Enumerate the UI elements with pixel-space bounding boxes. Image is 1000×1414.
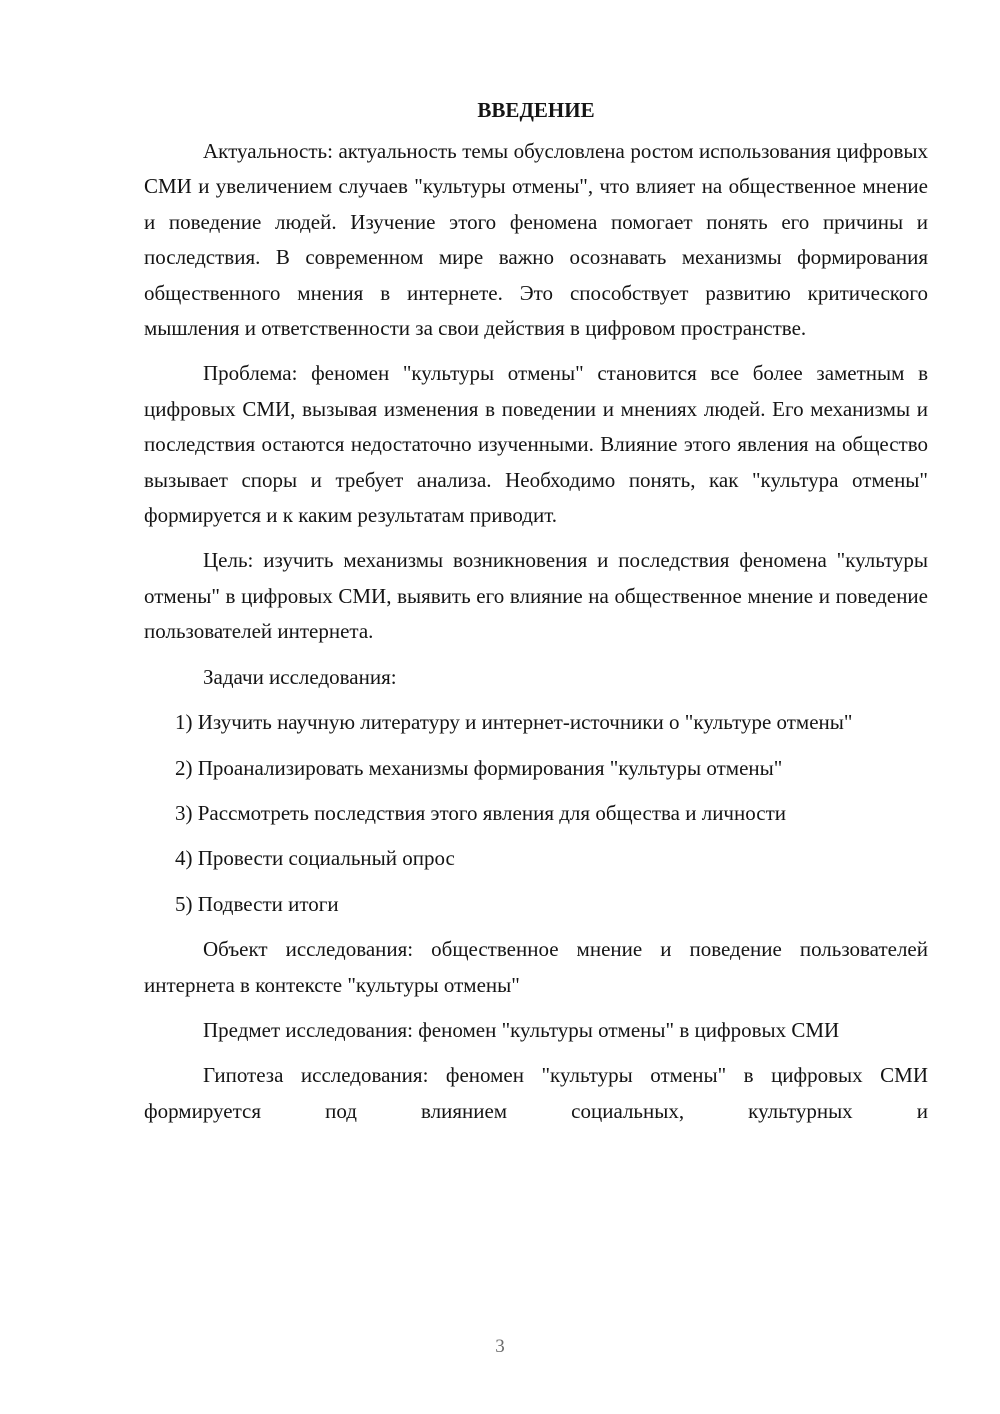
paragraph-hypothesis: Гипотеза исследования: феномен "культуры отмены" в цифровых СМИ формируется под влиянием социальных, культурных и — [144, 1063, 928, 1123]
paragraph-problem: Проблема: феномен "культуры отмены" становится все более заметным в цифровых СМИ, вызывая изменения в поведении и мнениях людей. Его механизмы и последствия остаются недостаточно изученными. Влияние этого явления на общество вызывает споры и требует анализа. Необходимо понять, как "культура отмены" формируется и к каким результатам приводит. — [144, 361, 928, 528]
task-item-3: 3) Рассмотреть последствия этого явления для общества и личности — [175, 800, 786, 825]
paragraph-relevance: Актуальность: актуальность темы обусловлена ростом использования цифровых СМИ и увеличением случаев "культуры отмены", что влияет на общественное мнение и поведение людей. Изучение этого феномена помогает понять его причины и последствия. В современном мире важно осознавать механизмы формирования общественного мнения в интернете. Это способствует развитию критического мышления и ответственности за свои действия в цифровом пространстве. — [144, 139, 928, 341]
task-item-1: 1) Изучить научную литературу и интернет-источники о "культуре отмены" — [175, 710, 853, 735]
section-title: ВВЕДЕНИЕ — [477, 98, 595, 122]
task-item-4: 4) Провести социальный опрос — [175, 846, 455, 871]
paragraph-subject: Предмет исследования: феномен "культуры отмены" в цифровых СМИ — [203, 1017, 840, 1042]
paragraph-goal: Цель: изучить механизмы возникновения и последствия феномена "культуры отмены" в цифровых СМИ, выявить его влияние на общественное мнение и поведение пользователей интернета. — [144, 548, 928, 644]
paragraph-tasks-heading: Задачи исследования: — [203, 664, 397, 689]
page-content — [144, 96, 928, 1139]
task-item-5: 5) Подвести итоги — [175, 891, 339, 916]
task-item-2: 2) Проанализировать механизмы формирования "культуры отмены" — [175, 755, 783, 780]
page-number: 3 — [495, 1336, 505, 1357]
paragraph-object: Объект исследования: общественное мнение и поведение пользователей интернета в контексте "культуры отмены" — [144, 937, 928, 997]
